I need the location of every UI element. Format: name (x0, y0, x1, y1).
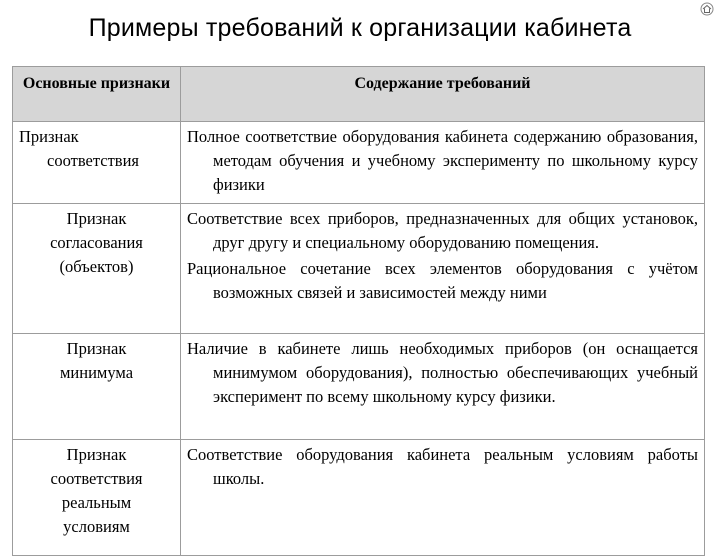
criterion-cell (13, 122, 181, 204)
table-row (13, 204, 705, 334)
criterion-cell (13, 204, 181, 334)
criterion-line: соответствия (50, 469, 143, 488)
requirement-text: Полное соответствие оборудования кабинета содержанию образования, методам обучения и учебному эксперименту по школьному курсу физики (187, 127, 698, 194)
requirement-text: Рациональное сочетание всех элементов оборудования с учётом возможных связей и зависимостей между ними (187, 259, 698, 302)
content-cell (181, 204, 705, 334)
criterion-line: минимума (59, 363, 134, 382)
header-criteria: Основные признаки (13, 67, 181, 122)
table-row (13, 334, 705, 440)
content-cell (181, 440, 705, 556)
requirement-text: Наличие в кабинете лишь необходимых приборов (он оснащается минимумом оборудования), полностью обеспечивающих учебный эксперимент по всему школьному курсу физики. (187, 339, 698, 406)
table-row (13, 440, 705, 556)
criterion-line: согласования (50, 233, 143, 252)
criterion-line: соответствия (47, 151, 139, 170)
requirement-text: Соответствие всех приборов, предназначенных для общих установок, друг другу и специальному оборудованию помещения. (187, 209, 698, 252)
table-row (13, 122, 705, 204)
home-arrow-icon[interactable] (700, 2, 714, 16)
criterion-line: реальным (61, 493, 132, 512)
requirements-table (12, 66, 705, 556)
criterion-cell (13, 440, 181, 556)
slide-title: Примеры требований к организации кабинета (88, 14, 632, 42)
criterion-line: Признак (66, 339, 127, 358)
criterion-line: Признак (66, 445, 127, 464)
content-cell (181, 122, 705, 204)
criterion-line: условиям (63, 517, 130, 536)
criterion-line: Признак (66, 209, 127, 228)
criterion-cell (13, 334, 181, 440)
criterion-line: Признак (19, 127, 79, 146)
requirement-text: Соответствие оборудования кабинета реальным условиям работы школы. (187, 445, 698, 488)
criterion-line: (объектов) (59, 257, 134, 276)
table-header-row (13, 67, 705, 122)
content-cell (181, 334, 705, 440)
header-content: Содержание требований (181, 67, 705, 122)
